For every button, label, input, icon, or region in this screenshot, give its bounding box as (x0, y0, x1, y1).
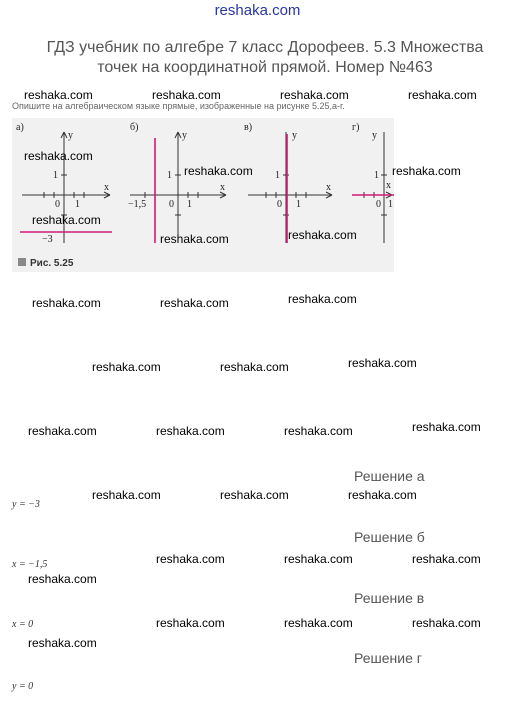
panel-b-x-label: x (220, 182, 225, 193)
watermark: reshaka.com (92, 360, 161, 374)
watermark: reshaka.com (348, 488, 417, 502)
solution-a-answer: y = −3 (12, 499, 40, 510)
panel-c-y-label: y (292, 130, 297, 141)
panel-d-x-label: x (386, 180, 391, 191)
solution-d-heading: Решение г (354, 650, 422, 666)
caption-marker (18, 258, 26, 266)
panel-b-label: б) (130, 122, 139, 133)
watermark: reshaka.com (220, 360, 289, 374)
title-line-2: точек на координатной прямой. Номер №463 (97, 59, 433, 76)
panel-b-line-label: −1,5 (128, 199, 147, 210)
watermark: reshaka.com (156, 552, 225, 566)
panel-c-tick-y: 1 (275, 170, 280, 181)
watermark: reshaka.com (28, 572, 97, 586)
figure-caption: Рис. 5.25 (30, 258, 74, 269)
panel-d-tick-x: 1 (388, 199, 393, 210)
panel-c-tick-x: 1 (296, 199, 301, 210)
watermark: reshaka.com (160, 232, 229, 246)
panel-c-origin: 0 (277, 199, 282, 210)
figure-5-25 (12, 118, 461, 272)
watermark: reshaka.com (24, 88, 93, 102)
panel-d-y-label: y (372, 130, 377, 141)
panel-b-tick-y: 1 (167, 170, 172, 181)
watermark: reshaka.com (288, 292, 357, 306)
solution-a-heading: Решение а (354, 468, 425, 484)
panel-a-origin: 0 (55, 199, 60, 210)
panel-a-label: а) (16, 122, 24, 133)
watermark: reshaka.com (32, 213, 101, 227)
solution-c-heading: Решение в (354, 590, 425, 606)
watermark: reshaka.com (220, 488, 289, 502)
panel-a-tick-x: 1 (75, 199, 80, 210)
watermark: reshaka.com (348, 356, 417, 370)
panel-b-origin: 0 (169, 199, 174, 210)
watermark: reshaka.com (392, 164, 461, 178)
watermark: reshaka.com (184, 164, 253, 178)
panel-a-line-label: −3 (42, 234, 53, 245)
watermark: reshaka.com (28, 424, 97, 438)
watermark: reshaka.com (32, 296, 101, 310)
watermark: reshaka.com (412, 420, 481, 434)
panel-c-label: в) (244, 122, 253, 133)
watermark: reshaka.com (160, 296, 229, 310)
watermark: reshaka.com (412, 552, 481, 566)
watermark: reshaka.com (92, 488, 161, 502)
panel-b-y-label: y (182, 130, 187, 141)
panel-a-y-label: y (68, 130, 73, 141)
watermark: reshaka.com (284, 552, 353, 566)
title-line-1: ГДЗ учебник по алгебре 7 класс Дорофеев. 5.3 Множества (46, 39, 484, 56)
solution-d-answer: y = 0 (12, 681, 34, 692)
watermark: reshaka.com (152, 88, 221, 102)
panel-d-label: г) (352, 122, 360, 133)
watermark: reshaka.com (280, 88, 349, 102)
watermark: reshaka.com (408, 88, 477, 102)
solution-c-answer: x = 0 (12, 619, 34, 630)
panel-a-x-label: x (104, 182, 109, 193)
watermark: reshaka.com (412, 616, 481, 630)
watermark: reshaka.com (288, 228, 357, 242)
watermark: reshaka.com (284, 616, 353, 630)
task-prompt: Опишите на алгебраическом языке прямые, изображенные на рисунке 5.25,а-г. (12, 101, 345, 111)
site-link[interactable]: reshaka.com (214, 2, 301, 19)
solution-b-heading: Решение б (354, 529, 425, 545)
panel-d-tick-y: 1 (374, 170, 379, 181)
watermark: reshaka.com (28, 636, 97, 650)
panel-b-tick-x: 1 (187, 199, 192, 210)
panel-c-x-label: x (326, 182, 331, 193)
solution-b-answer: x = −1,5 (12, 559, 48, 570)
watermark: reshaka.com (156, 424, 225, 438)
panel-a-tick-y: 1 (53, 170, 58, 181)
panel-d-origin: 0 (376, 199, 381, 210)
watermark: reshaka.com (284, 424, 353, 438)
page-title (0, 38, 530, 78)
watermark: reshaka.com (156, 616, 225, 630)
watermark: reshaka.com (24, 149, 93, 163)
